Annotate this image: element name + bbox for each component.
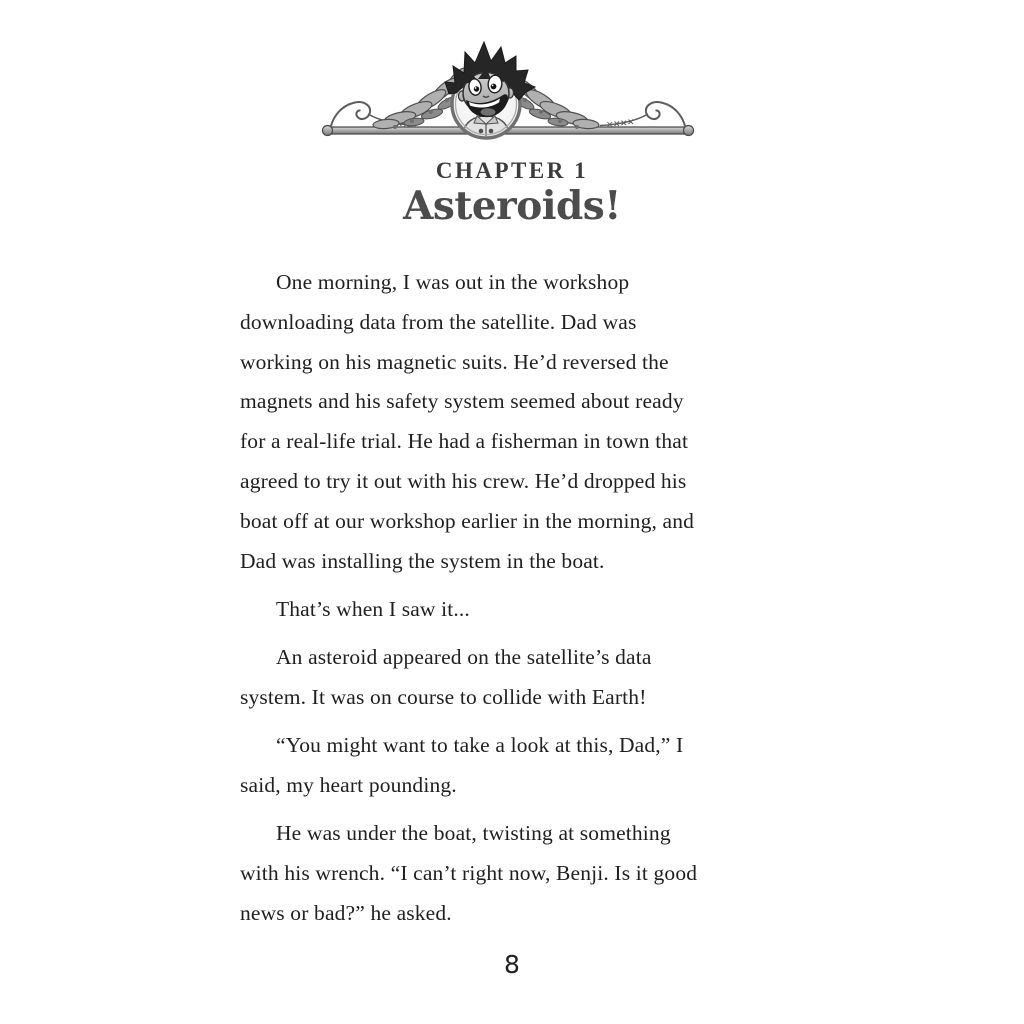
text-line: system. It was on course to collide with Earth! bbox=[240, 684, 647, 709]
text-line: with his wrench. “I can’t right now, Benji. Is it good bbox=[240, 861, 698, 886]
paragraph bbox=[240, 263, 780, 581]
text-line: news or bad?” he asked. bbox=[240, 900, 452, 925]
scroll-flourish-right bbox=[600, 102, 685, 127]
page-number: 8 bbox=[504, 950, 520, 979]
chapter-label: CHAPTER 1 bbox=[435, 158, 589, 183]
paragraph bbox=[240, 726, 780, 806]
chapter-title: Asteroids! bbox=[403, 183, 621, 229]
text-line: working on his magnetic suits. He’d reversed the bbox=[240, 349, 669, 374]
text-line: “You might want to take a look at this, Dad,” I bbox=[276, 733, 684, 758]
text-line: magnets and his safety system seemed about ready bbox=[240, 389, 684, 414]
text-line: boat off at our workshop earlier in the morning, and bbox=[240, 508, 695, 533]
text-line: downloading data from the satellite. Dad was bbox=[240, 309, 637, 334]
text-line: He was under the boat, twisting at something bbox=[276, 821, 671, 846]
boy-medallion-ornament-illustration bbox=[298, 30, 702, 152]
paragraph bbox=[240, 638, 780, 718]
text-line: said, my heart pounding. bbox=[240, 773, 457, 798]
text-line: One morning, I was out in the workshop bbox=[276, 270, 630, 294]
text-line: for a real-life trial. He had a fisherman in town that bbox=[240, 429, 689, 454]
text-line: agreed to try it out with his crew. He’d dropped his bbox=[240, 468, 687, 493]
paragraph bbox=[240, 814, 780, 933]
text-line: An asteroid appeared on the satellite’s data bbox=[276, 645, 652, 670]
text-line: Dad was installing the system in the boat. bbox=[240, 548, 605, 573]
paragraph bbox=[240, 590, 780, 630]
text-line: That’s when I saw it... bbox=[276, 596, 470, 621]
body-text bbox=[240, 263, 780, 942]
